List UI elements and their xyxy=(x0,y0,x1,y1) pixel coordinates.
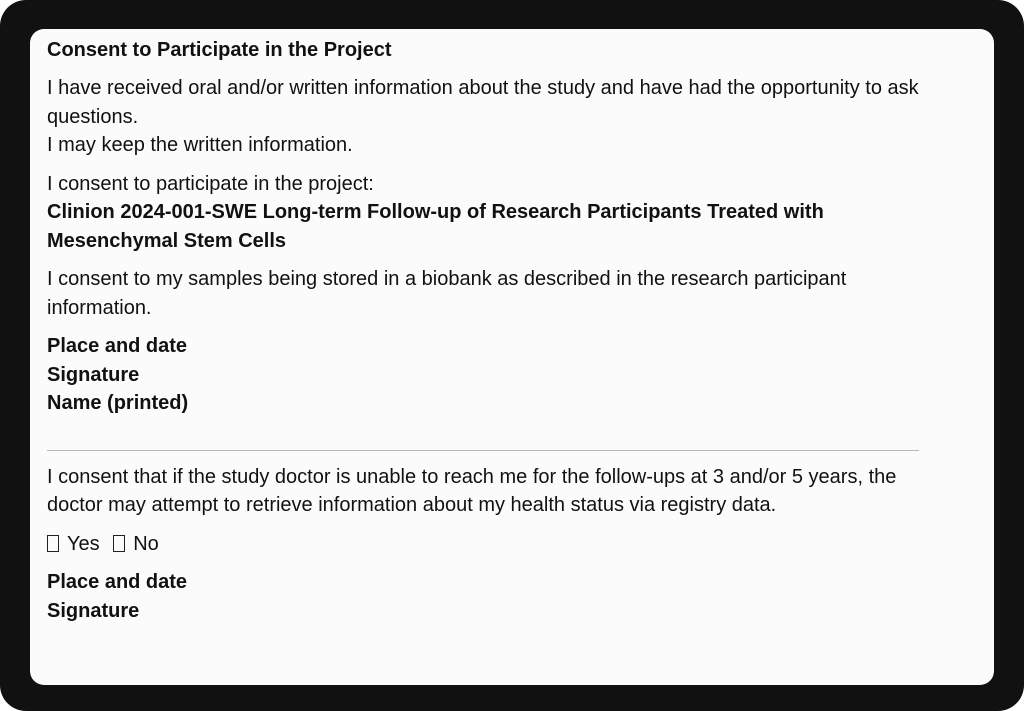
name-printed-label: Name (printed) xyxy=(47,392,189,414)
info-received-text: I have received oral and/or written information about the study and have had the opportunity to ask questions. xyxy=(47,77,919,128)
signature-block-1 xyxy=(47,332,927,418)
signature-label-2: Signature xyxy=(47,599,140,622)
place-date-label-2: Place and date xyxy=(47,571,188,593)
no-checkbox[interactable] xyxy=(113,535,125,552)
consent-document xyxy=(47,29,927,625)
info-paragraph xyxy=(47,74,927,160)
keep-info-text: I may keep the written information. xyxy=(47,134,353,156)
section-divider xyxy=(47,450,919,451)
no-label: No xyxy=(133,532,159,555)
document-title: Consent to Participate in the Project xyxy=(47,39,392,61)
signature-label: Signature xyxy=(47,363,140,386)
yes-checkbox[interactable] xyxy=(47,535,59,552)
biobank-consent-text: I consent to my samples being stored in a biobank as described in the research participant information. xyxy=(47,268,847,319)
registry-consent-text: I consent that if the study doctor is unable to reach me for the follow-ups at 3 and/or 5 years, the doctor may attempt to retrieve information about my health status via registry data. xyxy=(47,465,897,516)
document-viewer[interactable] xyxy=(30,29,994,685)
yes-label: Yes xyxy=(67,532,100,555)
project-name: Clinion 2024-001-SWE Long-term Follow-up of Research Participants Treated with Mesenchymal Stem Cells xyxy=(47,201,824,252)
project-consent-paragraph xyxy=(47,170,927,256)
consent-project-intro: I consent to participate in the project: xyxy=(47,172,374,195)
yes-no-options xyxy=(47,530,927,559)
signature-block-2 xyxy=(47,568,927,625)
place-date-label: Place and date xyxy=(47,335,188,357)
